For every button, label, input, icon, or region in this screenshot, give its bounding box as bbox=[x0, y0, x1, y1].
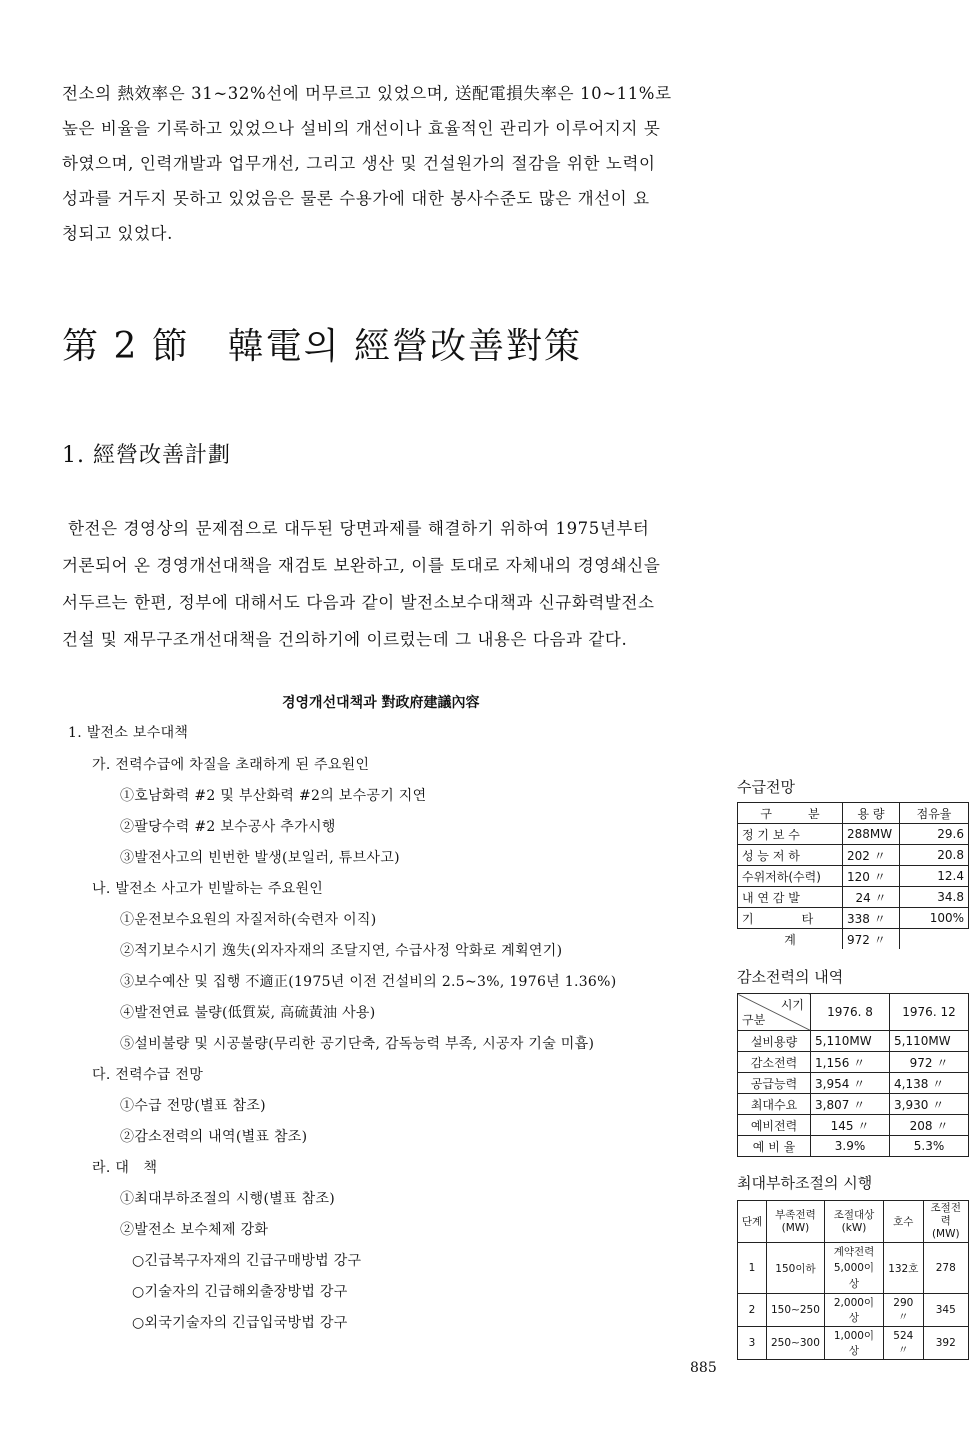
table-cell: 공급능력 bbox=[738, 1073, 811, 1094]
intro-line: 높은 비율을 기록하고 있었으나 설비의 개선이나 효율적인 관리가 이루어지지 못 bbox=[62, 119, 661, 138]
outline-item: 라. 대 책 bbox=[92, 1160, 158, 1176]
table-cell: 250∼300 bbox=[767, 1327, 825, 1360]
table-cell: 예 비 율 bbox=[738, 1136, 811, 1157]
table-cell: 5.3% bbox=[890, 1136, 969, 1157]
table-cell: 내 연 감 발 bbox=[738, 887, 843, 908]
outline-item: ①수급 전망(별표 참조) bbox=[120, 1098, 266, 1114]
outline-item: 다. 전력수급 전망 bbox=[92, 1067, 204, 1083]
table-cell: 288MW bbox=[843, 824, 900, 845]
corner-label-bottom: 구분 bbox=[742, 1013, 766, 1027]
table-cell: 기 타 bbox=[738, 908, 843, 929]
table-header-cell: 부족전력 (MW) bbox=[767, 1201, 825, 1243]
table-row bbox=[738, 1115, 969, 1136]
peak-table bbox=[737, 1200, 969, 1360]
outline-item: ①최대부하조절의 시행(별표 참조) bbox=[120, 1191, 336, 1207]
intro-line: 전소의 熱效率은 31∼32%선에 머무르고 있었으며, 送配電損失率은 10∼11%로 bbox=[62, 84, 672, 103]
peak-table-caption: 최대부하조절의 시행 bbox=[737, 1174, 873, 1192]
table-cell: 수위저하(수력) bbox=[738, 866, 843, 887]
intro-line: 하였으며, 인력개발과 업무개선, 그리고 생산 및 건설원가의 절감을 위한 노력이 bbox=[62, 154, 656, 173]
table-cell: 202 〃 bbox=[843, 845, 900, 866]
body-line: 거론되어 온 경영개선대책을 재검토 보완하고, 이를 토대로 자체내의 경영쇄신을 bbox=[62, 556, 661, 575]
table-cell: 정 기 보 수 bbox=[738, 824, 843, 845]
intro-line: 성과를 거두지 못하고 있었음은 물론 수용가에 대한 봉사수준도 많은 개선이 요 bbox=[62, 189, 650, 208]
table-cell: 12.4 bbox=[900, 866, 969, 887]
outline-item: ③보수예산 및 집행 不適正(1975년 이전 건설비의 2.5∼3%, 1976년 1.36%) bbox=[120, 974, 617, 990]
table-row bbox=[738, 866, 969, 887]
outline-item: ①호남화력 #2 및 부산화력 #2의 보수공기 지연 bbox=[120, 788, 427, 804]
table-cell: 3,954 〃 bbox=[811, 1073, 890, 1094]
table-cell: 계 bbox=[738, 929, 843, 950]
table-cell: 392 bbox=[923, 1327, 968, 1360]
supply-table-caption: 수급전망 bbox=[737, 778, 795, 796]
section-title: 第 2 節 韓電의 經營改善對策 bbox=[62, 326, 583, 367]
outline-item: ⑤설비불량 및 시공불량(무리한 공기단축, 감독능력 부족, 시공자 기술 미흡) bbox=[120, 1036, 595, 1052]
table-header-cell: 호수 bbox=[884, 1201, 923, 1243]
table-cell: 208 〃 bbox=[890, 1115, 969, 1136]
outline-item: 1. 발전소 보수대책 bbox=[68, 725, 189, 741]
reduction-table bbox=[737, 993, 969, 1157]
table-row bbox=[738, 1073, 969, 1094]
table-header-row bbox=[738, 994, 969, 1031]
outline-item: ②팔당수력 #2 보수공사 추가시행 bbox=[120, 819, 336, 835]
table-cell: 2,000이상 bbox=[824, 1294, 883, 1327]
table-row bbox=[738, 1327, 969, 1360]
table-cell bbox=[900, 929, 969, 950]
table-row bbox=[738, 929, 969, 950]
table-cell: 2 bbox=[738, 1294, 767, 1327]
body-line: 한전은 경영상의 문제점으로 대두된 당면과제를 해결하기 위하여 1975년부터 bbox=[68, 519, 650, 538]
body-line: 건설 및 재무구조개선대책을 건의하기에 이르렀는데 그 내용은 다음과 같다. bbox=[62, 630, 628, 649]
table-row bbox=[738, 908, 969, 929]
table-header-cell: 1976. 12 bbox=[890, 994, 969, 1031]
body-line: 서두르는 한편, 정부에 대해서도 다음과 같이 발전소보수대책과 신규화력발전소 bbox=[62, 593, 655, 612]
table-row bbox=[738, 1243, 969, 1294]
table-cell: 132호 bbox=[884, 1243, 923, 1294]
body-paragraph bbox=[62, 510, 660, 658]
table-row bbox=[738, 1031, 969, 1052]
table-cell: 4,138 〃 bbox=[890, 1073, 969, 1094]
table-cell: 972 〃 bbox=[843, 929, 900, 950]
outline-item: ○외국기술자의 긴급입국방법 강구 bbox=[132, 1315, 348, 1331]
outline-item: ①운전보수요원의 자질저하(숙련자 이직) bbox=[120, 912, 377, 928]
intro-paragraph bbox=[62, 76, 672, 251]
intro-line: 청되고 있었다. bbox=[62, 224, 173, 243]
table-cell: 150이하 bbox=[767, 1243, 825, 1294]
table-cell: 5,110MW bbox=[811, 1031, 890, 1052]
table-cell: 338 〃 bbox=[843, 908, 900, 929]
table-header-cell: 조절대상 (kW) bbox=[824, 1201, 883, 1243]
supply-table bbox=[737, 802, 969, 950]
table-cell: 3 bbox=[738, 1327, 767, 1360]
outline-item: 가. 전력수급에 차질을 초래하게 된 주요원인 bbox=[92, 757, 370, 773]
table-cell: 최대수요 bbox=[738, 1094, 811, 1115]
subsection-title: 1. 經營改善計劃 bbox=[62, 443, 231, 468]
table-cell: 524〃 bbox=[884, 1327, 923, 1360]
table-header-cell: 용 량 bbox=[843, 803, 900, 824]
table-cell: 29.6 bbox=[900, 824, 969, 845]
plan-title: 경영개선대책과 對政府建議內容 bbox=[282, 695, 480, 711]
table-corner-cell bbox=[738, 994, 811, 1031]
table-row bbox=[738, 1294, 969, 1327]
table-header-cell: 구 분 bbox=[738, 803, 843, 824]
table-cell: 345 bbox=[923, 1294, 968, 1327]
table-cell: 290〃 bbox=[884, 1294, 923, 1327]
outline-item: ○긴급복구자재의 긴급구매방법 강구 bbox=[132, 1253, 362, 1269]
table-cell: 24 〃 bbox=[843, 887, 900, 908]
outline-item: 나. 발전소 사고가 빈발하는 주요원인 bbox=[92, 881, 324, 897]
table-cell: 145 〃 bbox=[811, 1115, 890, 1136]
table-row bbox=[738, 1136, 969, 1157]
outline-item: ④발전연료 불량(低質炭, 高硫黃油 사용) bbox=[120, 1005, 376, 1021]
table-cell: 1,000이상 bbox=[824, 1327, 883, 1360]
table-header-row bbox=[738, 803, 969, 824]
table-cell: 100% bbox=[900, 908, 969, 929]
table-row bbox=[738, 1094, 969, 1115]
table-cell: 150∼250 bbox=[767, 1294, 825, 1327]
outline-item: ③발전사고의 빈번한 발생(보일러, 튜브사고) bbox=[120, 850, 400, 866]
table-header-cell: 단계 bbox=[738, 1201, 767, 1243]
table-cell: 예비전력 bbox=[738, 1115, 811, 1136]
table-row bbox=[738, 1052, 969, 1073]
table-cell: 1,156 〃 bbox=[811, 1052, 890, 1073]
table-header-cell: 점유율 bbox=[900, 803, 969, 824]
table-cell: 계약전력 5,000이상 bbox=[824, 1243, 883, 1294]
table-cell: 3,807 〃 bbox=[811, 1094, 890, 1115]
table-cell: 성 능 저 하 bbox=[738, 845, 843, 866]
table-cell: 설비용량 bbox=[738, 1031, 811, 1052]
table-row bbox=[738, 845, 969, 866]
table-cell: 972 〃 bbox=[890, 1052, 969, 1073]
table-cell: 1 bbox=[738, 1243, 767, 1294]
outline-item: ②감소전력의 내역(별표 참조) bbox=[120, 1129, 308, 1145]
table-row bbox=[738, 887, 969, 908]
table-cell: 278 bbox=[923, 1243, 968, 1294]
table-header-cell: 조절전력 (MW) bbox=[923, 1201, 968, 1243]
table-header-cell: 1976. 8 bbox=[811, 994, 890, 1031]
table-cell: 20.8 bbox=[900, 845, 969, 866]
table-cell: 5,110MW bbox=[890, 1031, 969, 1052]
table-cell: 120 〃 bbox=[843, 866, 900, 887]
outline-item: ②발전소 보수체제 강화 bbox=[120, 1222, 269, 1238]
table-cell: 3.9% bbox=[811, 1136, 890, 1157]
table-header-row bbox=[738, 1201, 969, 1243]
table-cell: 3,930 〃 bbox=[890, 1094, 969, 1115]
table-cell: 34.8 bbox=[900, 887, 969, 908]
table-row bbox=[738, 824, 969, 845]
reduction-table-caption: 감소전력의 내역 bbox=[737, 968, 844, 986]
outline-item: ②적기보수시기 逸失(외자자재의 조달지연, 수급사정 악화로 계획연기) bbox=[120, 943, 563, 959]
table-cell: 감소전력 bbox=[738, 1052, 811, 1073]
outline-item: ○기술자의 긴급해외출장방법 강구 bbox=[132, 1284, 348, 1300]
corner-label-top: 시기 bbox=[780, 998, 804, 1012]
page-number: 885 bbox=[690, 1360, 717, 1376]
